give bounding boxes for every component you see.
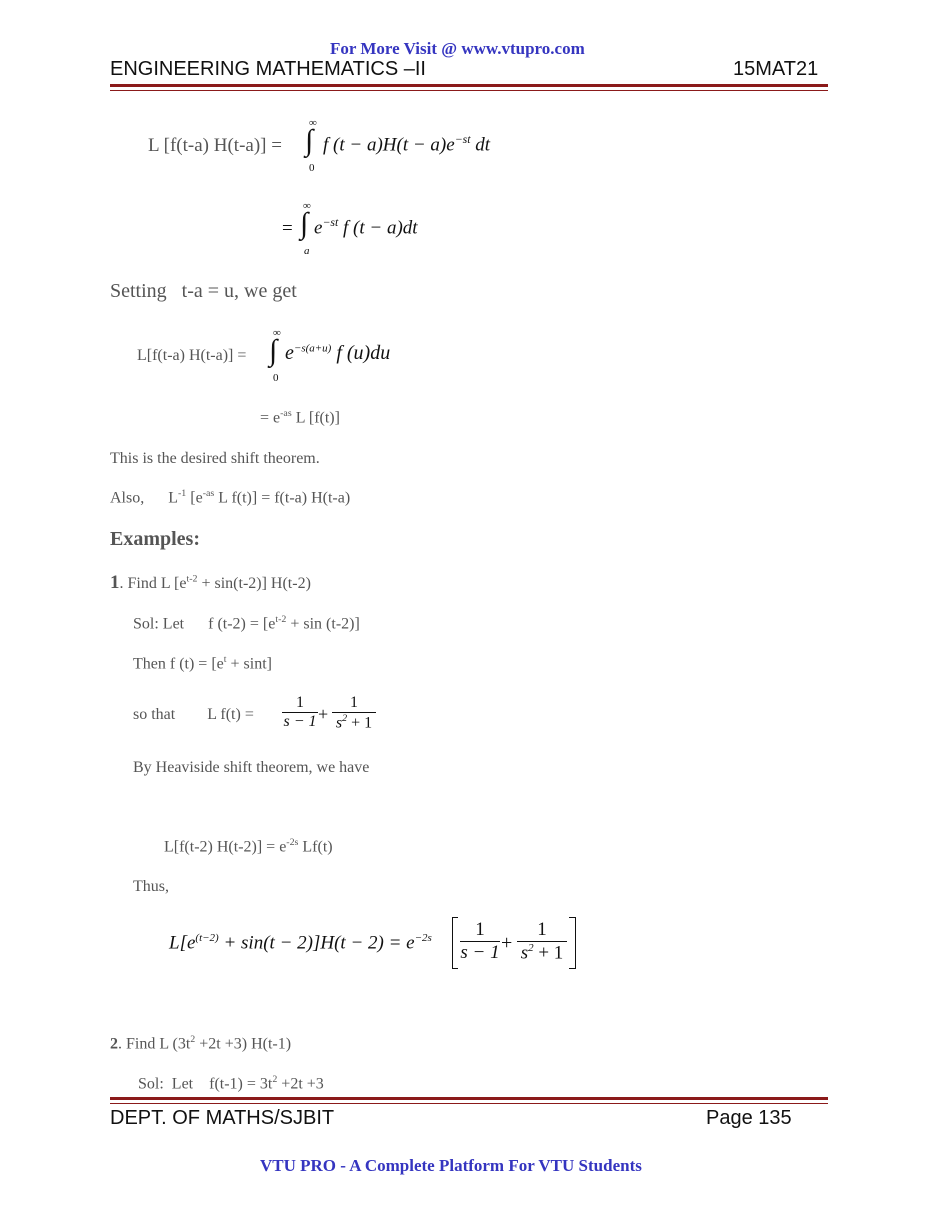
- eq2-rest: f (t − a)dt: [338, 217, 418, 239]
- ex1-final-fraction-1: [460, 919, 500, 964]
- eq1-exponent: −st: [454, 133, 471, 146]
- eq2-integrand: [314, 216, 418, 239]
- ex1-thus: Thus,: [133, 878, 169, 895]
- equation-4: [260, 408, 340, 427]
- ex2-sol-suffix: +2t +3: [277, 1075, 324, 1093]
- eq3-upper-limit: ∞: [273, 327, 281, 339]
- ex1-final-exp: −2s: [414, 932, 432, 944]
- eq1-dt: dt: [470, 134, 491, 156]
- eq2-equals: =: [282, 218, 293, 239]
- eq4-suffix: L [f(t)]: [291, 409, 340, 427]
- also-prefix: Also, L: [110, 489, 178, 507]
- eq4-prefix: = e: [260, 409, 281, 427]
- ex1-then-suffix: + sint]: [226, 655, 272, 673]
- ex2-sol-sup: 2: [272, 1074, 278, 1085]
- ex1-q-prefix: . Find L [e: [119, 575, 187, 592]
- header-rule-thin: [110, 90, 828, 91]
- eq3-e: e: [285, 342, 294, 364]
- eq3-exponent: −s(a+u): [293, 342, 332, 355]
- header-title: ENGINEERING MATHEMATICS –II: [110, 58, 426, 80]
- ex2-solution: [138, 1074, 324, 1093]
- footer-banner: VTU PRO - A Complete Platform For VTU Students: [260, 1156, 642, 1175]
- examples-heading: Examples:: [110, 528, 200, 550]
- ex1-bracket-bl: [452, 968, 458, 969]
- ex1-shift: [164, 837, 333, 856]
- ex2-sol-prefix: Sol: Let f(t-1) = 3t: [138, 1075, 273, 1093]
- ex1-final-plus: +: [501, 932, 513, 954]
- ex1-final-f2-den-s: s: [520, 942, 529, 964]
- ex1-q-sup: t-2: [186, 573, 198, 585]
- ex1-number: 1: [110, 572, 120, 593]
- ex2-question: [110, 1034, 291, 1053]
- ex1-final-f2-denominator: [517, 941, 567, 964]
- ex1-f2-den-s: s: [335, 714, 343, 732]
- also-suffix: L f(t)] = f(t-a) H(t-a): [214, 489, 351, 507]
- ex1-sol-suffix: + sin (t-2)]: [286, 615, 360, 633]
- ex1-then-sup: t: [223, 654, 227, 665]
- ex1-final-f1-denominator: s − 1: [460, 942, 500, 963]
- ex1-f1-denominator: s − 1: [283, 713, 317, 730]
- ex1-shift-sup: -2s: [286, 837, 299, 848]
- header-code: 15MAT21: [733, 58, 819, 80]
- ex1-then: [133, 654, 272, 673]
- eq1-lower-limit: 0: [309, 162, 315, 174]
- also-sup-1: -1: [178, 488, 187, 499]
- eq1-integrand: [323, 133, 490, 156]
- eq1-lhs: L [f(t-a) H(t-a)] =: [148, 135, 282, 156]
- ex1-shift-suffix: Lf(t): [298, 838, 333, 856]
- eq4-exponent: -as: [280, 408, 292, 419]
- eq3-lower-limit: 0: [273, 372, 279, 384]
- top-banner: For More Visit @ www.vtupro.com: [330, 39, 585, 58]
- ex1-f2-numerator: 1: [350, 694, 358, 711]
- ex1-f2-den-sup: 2: [342, 713, 348, 724]
- eq2-integral-sign: ∫: [300, 207, 309, 240]
- footer-rule-thin: [110, 1103, 828, 1104]
- ex1-f1-numerator: 1: [296, 694, 304, 711]
- ex1-bracket-tr: [569, 917, 575, 918]
- ex1-final-f2-den-rest: + 1: [533, 942, 564, 964]
- ex1-solution: [133, 614, 360, 633]
- eq1-integrand-body: f (t − a)H(t − a)e: [323, 134, 455, 156]
- ex1-bracket-tl: [452, 917, 458, 918]
- eq3-lhs: L[f(t-a) H(t-a)] =: [137, 347, 247, 364]
- ex2-number: 2: [110, 1035, 118, 1053]
- ex1-final-f1-numerator: 1: [475, 919, 485, 940]
- ex1-f2-denominator: [332, 712, 376, 732]
- ex1-sothat: so that L f(t) =: [133, 706, 254, 723]
- also-mid: [e: [186, 489, 203, 507]
- ex1-sol-prefix: Sol: Let f (t-2) = [e: [133, 615, 276, 633]
- eq1-integral-sign: ∫: [305, 124, 314, 157]
- ex1-fraction-2: [332, 694, 376, 732]
- ex1-shift-prefix: L[f(t-2) H(t-2)] = e: [164, 838, 287, 856]
- also-line: [110, 488, 350, 507]
- ex2-q-sup: 2: [190, 1034, 196, 1045]
- ex1-f2-den-rest: + 1: [347, 714, 373, 732]
- eq2-exponent: −st: [322, 216, 339, 229]
- ex1-q-suffix: + sin(t-2)] H(t-2): [197, 575, 311, 592]
- desired-line: This is the desired shift theorem.: [110, 450, 320, 467]
- eq2-lower-limit: a: [304, 245, 310, 257]
- ex1-fraction-1: [282, 694, 318, 731]
- footer-dept: DEPT. OF MATHS/SJBIT: [110, 1107, 335, 1129]
- ex1-final-fraction-2: [517, 919, 567, 964]
- ex1-final-lhs-a: L[e: [169, 932, 196, 954]
- ex1-final-lhs-sup: (t−2): [195, 932, 219, 944]
- footer-page-number: Page 135: [706, 1107, 792, 1129]
- ex1-heaviside-line: By Heaviside shift theorem, we have: [133, 759, 370, 776]
- eq3-integral-sign: ∫: [269, 334, 278, 367]
- also-sup-2: -as: [202, 488, 215, 499]
- ex1-plus: +: [318, 704, 329, 724]
- eq3-rest: f (u)du: [331, 342, 391, 364]
- ex1-then-prefix: Then f (t) = [e: [133, 655, 224, 673]
- ex1-final-f2-den-sup: 2: [528, 942, 534, 954]
- ex1-final-lhs-b: + sin(t − 2)]H(t − 2) = e: [218, 932, 415, 954]
- ex1-final-lhs: [169, 932, 432, 954]
- ex1-question: [110, 572, 311, 594]
- eq2-e: e: [314, 217, 323, 239]
- footer-rule-thick: [110, 1097, 828, 1100]
- header-rule-thick: [110, 84, 828, 87]
- ex1-bracket-br: [569, 968, 575, 969]
- ex1-sol-sup: t-2: [275, 614, 287, 625]
- ex2-q-prefix: . Find L (3t: [118, 1035, 191, 1053]
- eq1-upper-limit: ∞: [309, 117, 317, 129]
- eq3-integrand: [285, 342, 390, 365]
- setting-line: Setting t-a = u, we get: [110, 280, 297, 302]
- ex1-final-f2-numerator: 1: [537, 919, 547, 940]
- eq2-upper-limit: ∞: [303, 200, 311, 212]
- ex2-q-suffix: +2t +3) H(t-1): [195, 1035, 292, 1053]
